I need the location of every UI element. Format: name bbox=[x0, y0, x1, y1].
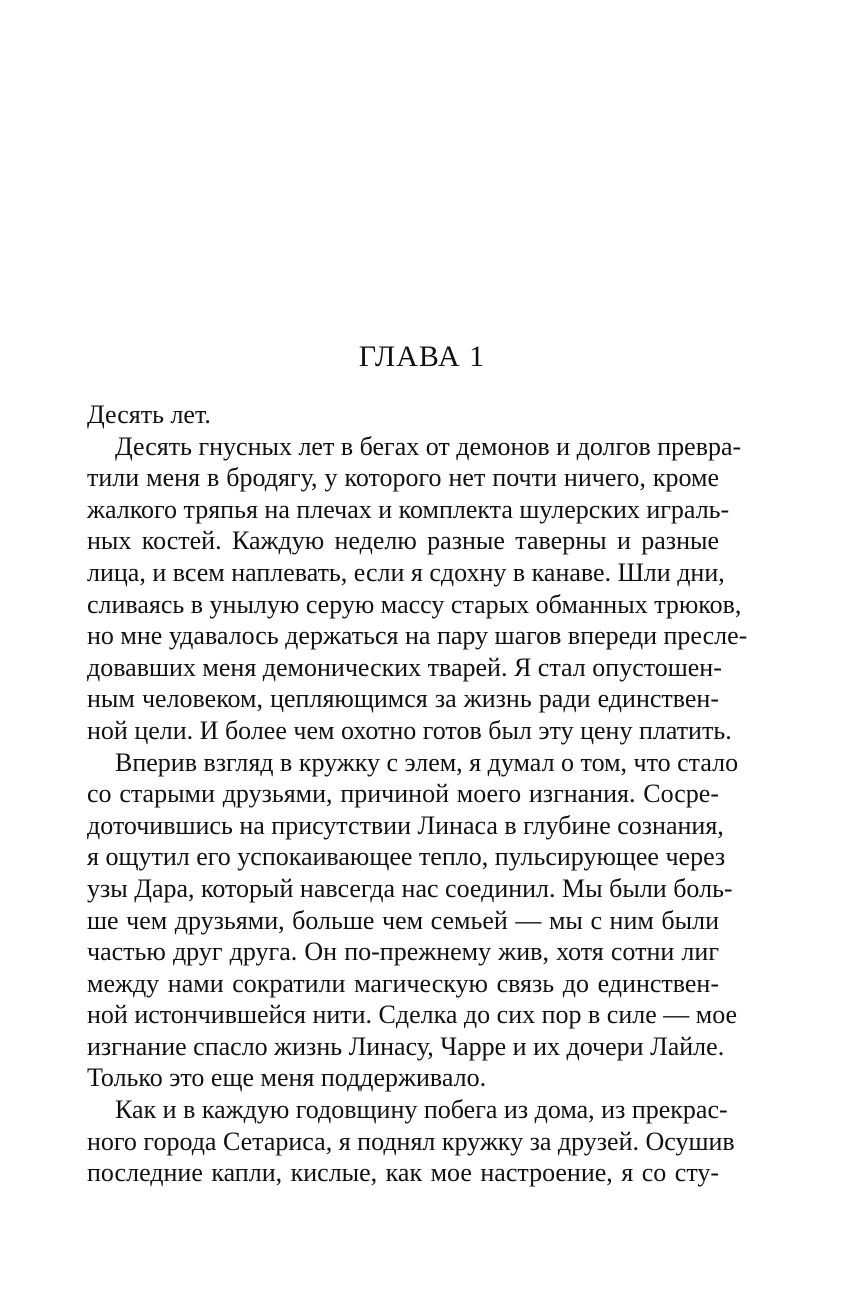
text-line: Только это еще меня поддерживало. bbox=[87, 1063, 487, 1093]
body-text bbox=[87, 399, 748, 1189]
text-line: Вперив взгляд в кружку с элем, я думал о том, что стало bbox=[115, 747, 739, 777]
text-line: между нами сократили магическую связь до единствен- bbox=[87, 968, 719, 998]
text-line: доточившись на присутствии Линаса в глубине сознания, bbox=[87, 810, 724, 840]
text-line: узы Дара, который навсегда нас соединил. Мы были боль- bbox=[87, 873, 733, 903]
text-line: ных костей. Каждую неделю разные таверны и разные bbox=[87, 526, 719, 556]
chapter-title: ГЛАВА 1 bbox=[358, 340, 486, 373]
text-line: ной цели. И более чем охотно готов был эту цену платить. bbox=[87, 715, 732, 745]
text-line: жалкого тряпья на плечах и комплекта шулерских играль- bbox=[87, 494, 730, 524]
text-line: ной истончившейся нити. Сделка до сих пор в силе — мое bbox=[87, 1000, 738, 1030]
text-line: частью друг друга. Он по-прежнему жив, хотя сотни лиг bbox=[87, 937, 719, 967]
text-line: лица, и всем наплевать, если я сдохну в канаве. Шли дни, bbox=[87, 557, 725, 587]
text-line: Десять лет. bbox=[87, 400, 211, 429]
text-line: последние капли, кислые, как мое настроение, я со сту- bbox=[87, 1158, 719, 1188]
text-line: довавших меня демонических тварей. Я стал опустошен- bbox=[87, 652, 722, 682]
text-line: тили меня в бродягу, у которого нет почти ничего, кроме bbox=[87, 463, 719, 493]
text-line: Десять гнусных лет в бегах от демонов и долгов превра- bbox=[115, 431, 742, 461]
text-line: сливаясь в унылую серую массу старых обманных трюков, bbox=[87, 589, 742, 619]
text-line: но мне удавалось держаться на пару шагов впереди пресле- bbox=[87, 621, 748, 651]
text-line: Как и в каждую годовщину побега из дома, из прекрас- bbox=[115, 1095, 728, 1125]
text-line: ного города Сетариса, я поднял кружку за друзей. Осушив bbox=[87, 1126, 735, 1156]
text-line: ше чем друзьями, больше чем семьей — мы с ним были bbox=[87, 905, 719, 935]
text-line: изгнание спасло жизнь Линасу, Чарре и их дочери Лайле. bbox=[87, 1031, 725, 1061]
text-line: я ощутил его успокаивающее тепло, пульсирующее через bbox=[87, 842, 726, 872]
text-line: со старыми друзьями, причиной моего изгнания. Сосре- bbox=[87, 779, 719, 809]
text-line: ным человеком, цепляющимся за жизнь ради единствен- bbox=[87, 684, 719, 714]
